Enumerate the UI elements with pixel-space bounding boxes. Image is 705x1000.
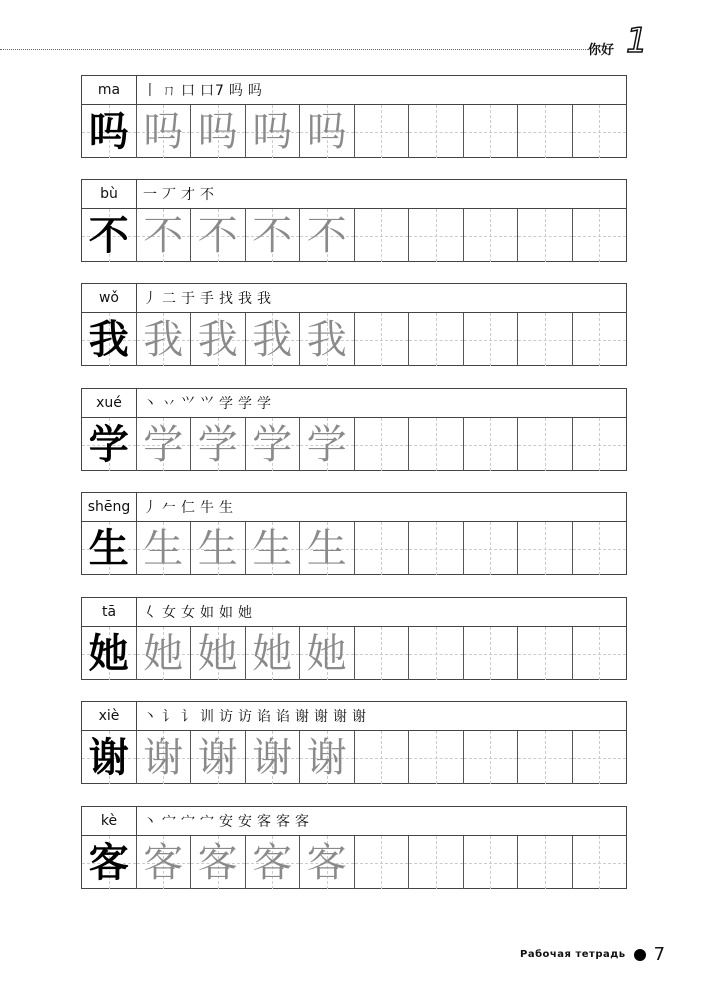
pinyin-label: xiè	[82, 702, 137, 730]
stroke-step: 不	[200, 187, 215, 203]
stroke-step: 生	[219, 500, 234, 516]
stroke-step: 手	[200, 291, 215, 307]
model-character: 我	[88, 315, 129, 363]
trace-character-cell	[246, 836, 301, 889]
practice-block-ma	[81, 75, 627, 158]
stroke-step: 训	[200, 709, 215, 725]
stroke-step: 吗	[247, 83, 263, 99]
empty-practice-cell[interactable]	[573, 627, 627, 680]
empty-practice-cell[interactable]	[464, 836, 519, 889]
stroke-step: 二	[162, 291, 177, 307]
writing-grid-row	[82, 313, 626, 366]
stroke-step: 谢	[352, 709, 367, 725]
trace-character: 学	[252, 421, 293, 468]
page-number: 7	[653, 944, 666, 965]
trace-character-cell	[137, 105, 192, 158]
stroke-step: 访	[238, 709, 253, 725]
pinyin-label: ma	[82, 76, 137, 104]
stroke-order	[137, 598, 626, 626]
trace-character: 客	[143, 839, 184, 886]
trace-character: 谢	[306, 734, 347, 781]
stroke-step: 谢	[333, 709, 348, 725]
model-character-cell	[82, 836, 137, 889]
empty-practice-cell[interactable]	[464, 627, 519, 680]
pinyin-label: shēng	[82, 493, 137, 521]
stroke-step: 讠	[181, 709, 196, 725]
empty-practice-cell[interactable]	[355, 522, 410, 575]
model-character-cell	[82, 522, 137, 575]
trace-character-cell	[191, 313, 246, 366]
empty-practice-cell[interactable]	[573, 731, 627, 784]
trace-character: 谢	[252, 734, 293, 781]
empty-practice-cell[interactable]	[355, 105, 410, 158]
stroke-step: 于	[181, 291, 196, 307]
trace-character-cell	[246, 731, 301, 784]
trace-character-cell	[300, 105, 355, 158]
model-character: 她	[88, 629, 129, 677]
stroke-step: 谢	[314, 709, 329, 725]
trace-character-cell	[137, 209, 192, 262]
empty-practice-cell[interactable]	[518, 418, 573, 471]
page-footer	[520, 944, 665, 965]
trace-character-cell	[191, 522, 246, 575]
pinyin-stroke-row	[82, 284, 626, 313]
stroke-step: 丿	[143, 500, 158, 516]
stroke-step: 学	[257, 396, 272, 412]
stroke-step: 女	[181, 605, 196, 621]
empty-practice-cell[interactable]	[573, 418, 627, 471]
empty-practice-cell[interactable]	[464, 418, 519, 471]
writing-grid-row	[82, 418, 626, 471]
trace-character: 生	[306, 525, 347, 572]
trace-character-cell	[137, 731, 192, 784]
trace-character-cell	[191, 418, 246, 471]
pinyin-label: xué	[82, 389, 137, 417]
writing-grid-row	[82, 105, 626, 158]
practice-block-kè	[81, 806, 627, 889]
stroke-step: 客	[276, 814, 291, 830]
stroke-order	[137, 807, 626, 835]
empty-practice-cell[interactable]	[355, 731, 410, 784]
stroke-step: 学	[238, 396, 253, 412]
trace-character: 生	[197, 525, 238, 572]
stroke-step: 宀	[181, 814, 196, 830]
trace-character: 谢	[143, 734, 184, 781]
model-character-cell	[82, 627, 137, 680]
writing-grid-row	[82, 522, 626, 575]
stroke-step: 吗	[228, 83, 244, 99]
trace-character: 她	[306, 630, 347, 677]
practice-block-xué	[81, 388, 627, 471]
pinyin-stroke-row	[82, 807, 626, 836]
stroke-step: 丿	[143, 291, 158, 307]
trace-character-cell	[300, 627, 355, 680]
stroke-step: 丨	[143, 83, 158, 99]
pinyin-stroke-row	[82, 389, 626, 418]
stroke-order	[137, 493, 626, 521]
trace-character-cell	[137, 522, 192, 575]
trace-character-cell	[191, 209, 246, 262]
trace-character-cell	[246, 627, 301, 680]
trace-character-cell	[300, 522, 355, 575]
stroke-step: ㄇ	[162, 83, 177, 99]
model-character-cell	[82, 731, 137, 784]
model-character: 不	[88, 211, 129, 259]
stroke-step: 客	[257, 814, 272, 830]
pinyin-stroke-row	[82, 493, 626, 522]
stroke-step: 谢	[295, 709, 310, 725]
trace-character-cell	[191, 731, 246, 784]
stroke-step: 如	[200, 605, 215, 621]
pinyin-stroke-row	[82, 76, 626, 105]
stroke-step: 丷	[162, 396, 177, 412]
practice-block-bù	[81, 179, 627, 262]
trace-character-cell	[137, 627, 192, 680]
stroke-step: 仁	[181, 500, 196, 516]
trace-character: 我	[143, 316, 184, 363]
empty-practice-cell[interactable]	[355, 418, 410, 471]
stroke-step: 讠	[162, 709, 177, 725]
trace-character: 不	[252, 212, 293, 259]
trace-character: 谢	[197, 734, 238, 781]
trace-character-cell	[300, 731, 355, 784]
empty-practice-cell[interactable]	[518, 105, 573, 158]
stroke-step: 丶	[143, 396, 158, 412]
trace-character: 吗	[197, 108, 238, 155]
trace-character-cell	[137, 313, 192, 366]
trace-character-cell	[300, 836, 355, 889]
pinyin-stroke-row	[82, 598, 626, 627]
stroke-step: 安	[219, 814, 234, 830]
model-character: 谢	[88, 733, 129, 781]
trace-character-cell	[246, 209, 301, 262]
trace-character-cell	[246, 313, 301, 366]
stroke-step: 客	[295, 814, 310, 830]
trace-character-cell	[300, 418, 355, 471]
empty-practice-cell[interactable]	[355, 836, 410, 889]
model-character-cell	[82, 105, 137, 158]
trace-character: 她	[197, 630, 238, 677]
stroke-step: 谄	[276, 709, 291, 725]
stroke-step: 才	[181, 187, 196, 203]
stroke-step: 丆	[162, 187, 177, 203]
empty-practice-cell[interactable]	[409, 418, 464, 471]
pinyin-stroke-row	[82, 180, 626, 209]
empty-practice-cell[interactable]	[409, 313, 464, 366]
stroke-step: 宀	[162, 814, 177, 830]
pinyin-label: tā	[82, 598, 137, 626]
stroke-step: 口	[181, 83, 196, 99]
stroke-step: 我	[238, 291, 253, 307]
trace-character: 吗	[252, 108, 293, 155]
stroke-step: 一	[143, 187, 158, 203]
stroke-step: 安	[238, 814, 253, 830]
trace-character: 不	[306, 212, 347, 259]
model-character: 吗	[88, 107, 129, 155]
model-character: 学	[88, 420, 129, 468]
empty-practice-cell[interactable]	[573, 836, 627, 889]
stroke-step: 𡿨	[143, 605, 158, 621]
trace-character-cell	[246, 418, 301, 471]
trace-character: 客	[252, 839, 293, 886]
trace-character: 不	[143, 212, 184, 259]
stroke-step: 找	[219, 291, 234, 307]
stroke-step: 𠂉	[162, 500, 177, 516]
empty-practice-cell[interactable]	[518, 731, 573, 784]
empty-practice-cell[interactable]	[355, 209, 410, 262]
stroke-step: 谄	[257, 709, 272, 725]
stroke-order	[137, 389, 626, 417]
stroke-step: 女	[162, 605, 177, 621]
empty-practice-cell[interactable]	[518, 627, 573, 680]
empty-practice-cell[interactable]	[355, 313, 410, 366]
stroke-step: 访	[219, 709, 234, 725]
workbook-label: Рабочая тетрадь	[520, 949, 626, 960]
empty-practice-cell[interactable]	[409, 627, 464, 680]
header-dotted-line	[0, 49, 588, 50]
writing-grid-row	[82, 209, 626, 262]
empty-practice-cell[interactable]	[464, 731, 519, 784]
stroke-step: 𭕄	[200, 396, 215, 412]
trace-character-cell	[246, 105, 301, 158]
practice-block-shēng	[81, 492, 627, 575]
lesson-title: 你好	[588, 43, 615, 58]
trace-character-cell	[300, 209, 355, 262]
empty-practice-cell[interactable]	[573, 105, 627, 158]
stroke-step: 她	[238, 605, 253, 621]
empty-practice-cell[interactable]	[409, 522, 464, 575]
trace-character-cell	[191, 836, 246, 889]
stroke-step: 口7	[200, 83, 225, 99]
stroke-order	[137, 180, 626, 208]
trace-character: 客	[197, 839, 238, 886]
pinyin-label: kè	[82, 807, 137, 835]
stroke-step: ⺍	[181, 396, 196, 412]
empty-practice-cell[interactable]	[464, 313, 519, 366]
empty-practice-cell[interactable]	[409, 209, 464, 262]
stroke-step: 丶	[143, 814, 158, 830]
trace-character: 生	[143, 525, 184, 572]
model-character: 生	[88, 524, 129, 572]
trace-character: 学	[143, 421, 184, 468]
trace-character: 我	[197, 316, 238, 363]
writing-grid-row	[82, 627, 626, 680]
empty-practice-cell[interactable]	[518, 209, 573, 262]
trace-character: 她	[143, 630, 184, 677]
practice-block-xiè	[81, 701, 627, 784]
trace-character: 不	[197, 212, 238, 259]
empty-practice-cell[interactable]	[518, 836, 573, 889]
empty-practice-cell[interactable]	[573, 209, 627, 262]
trace-character: 我	[306, 316, 347, 363]
stroke-step: 丶	[143, 709, 158, 725]
empty-practice-cell[interactable]	[573, 522, 627, 575]
writing-grid-row	[82, 836, 626, 889]
stroke-step: 如	[219, 605, 234, 621]
trace-character-cell	[191, 627, 246, 680]
empty-practice-cell[interactable]	[409, 731, 464, 784]
trace-character: 生	[252, 525, 293, 572]
stroke-step: 我	[257, 291, 272, 307]
bullet-dot-icon	[634, 949, 646, 961]
empty-practice-cell[interactable]	[409, 105, 464, 158]
trace-character: 学	[306, 421, 347, 468]
empty-practice-cell[interactable]	[355, 627, 410, 680]
empty-practice-cell[interactable]	[518, 522, 573, 575]
empty-practice-cell[interactable]	[573, 313, 627, 366]
pinyin-stroke-row	[82, 702, 626, 731]
empty-practice-cell[interactable]	[409, 836, 464, 889]
empty-practice-cell[interactable]	[518, 313, 573, 366]
stroke-order	[137, 284, 626, 312]
empty-practice-cell[interactable]	[464, 105, 519, 158]
pinyin-label: bù	[82, 180, 137, 208]
pinyin-label: wǒ	[82, 284, 137, 312]
trace-character: 我	[252, 316, 293, 363]
trace-character: 学	[197, 421, 238, 468]
empty-practice-cell[interactable]	[464, 522, 519, 575]
trace-character-cell	[137, 836, 192, 889]
model-character-cell	[82, 313, 137, 366]
trace-character-cell	[191, 105, 246, 158]
empty-practice-cell[interactable]	[464, 209, 519, 262]
trace-character-cell	[300, 313, 355, 366]
stroke-order	[137, 76, 626, 104]
trace-character: 客	[306, 839, 347, 886]
trace-character-cell	[246, 522, 301, 575]
practice-block-tā	[81, 597, 627, 680]
model-character-cell	[82, 418, 137, 471]
stroke-step: 宀	[200, 814, 215, 830]
lesson-number: 1	[626, 21, 648, 61]
model-character: 客	[88, 838, 129, 886]
writing-grid-row	[82, 731, 626, 784]
stroke-step: 牛	[200, 500, 215, 516]
stroke-step: 学	[219, 396, 234, 412]
model-character-cell	[82, 209, 137, 262]
trace-character: 吗	[143, 108, 184, 155]
trace-character: 她	[252, 630, 293, 677]
practice-block-wǒ	[81, 283, 627, 366]
trace-character: 吗	[306, 108, 347, 155]
trace-character-cell	[137, 418, 192, 471]
stroke-order	[137, 702, 626, 730]
